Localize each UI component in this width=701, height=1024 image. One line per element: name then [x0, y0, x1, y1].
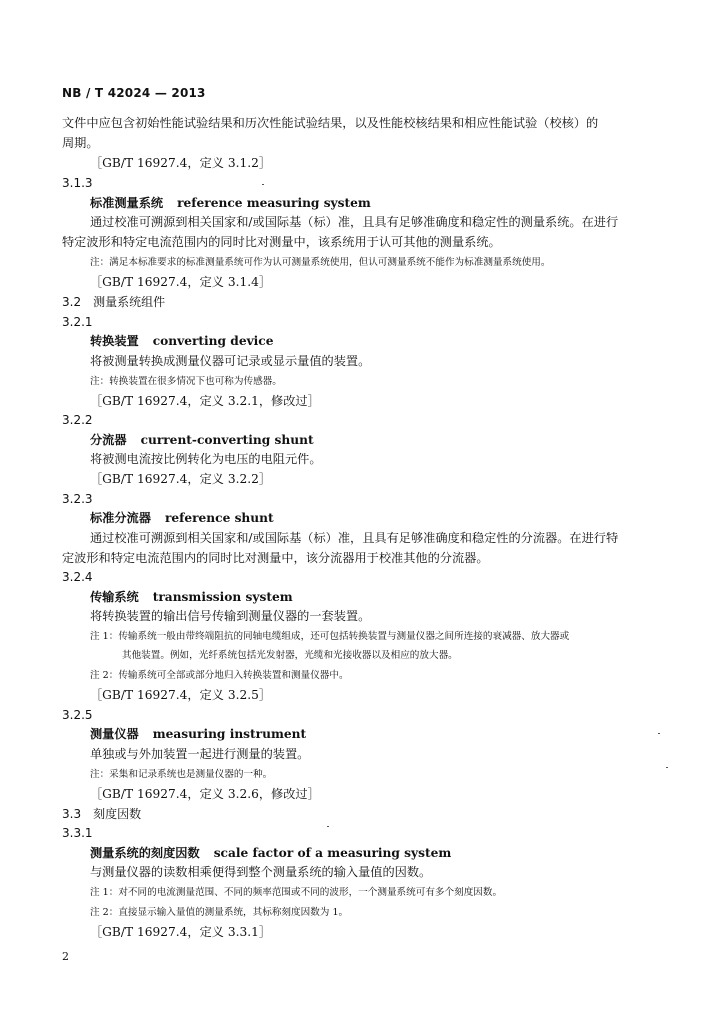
clause-number-3-1-3: 3.1.3	[62, 176, 93, 190]
clause-number-3-2-1: 3.2.1	[62, 315, 93, 329]
reference-3-2-5: ［GB/T 16927.4，定义 3.2.5］	[90, 688, 272, 702]
term-3-1-3	[90, 195, 371, 211]
term-3-2-1	[90, 333, 273, 349]
definition-3-1-3-line-1: 通过校准可溯源到相关国家和/或国际基（标）准，且具有足够准确度和稳定性的测量系统。在进行	[90, 215, 619, 229]
term-chinese: 转换装置	[90, 334, 139, 348]
definition-3-2-5: 单独或与外加装置一起进行测量的装置。	[90, 747, 310, 761]
term-chinese: 标准测量系统	[90, 196, 164, 210]
scan-speck	[262, 184, 264, 185]
note-1-3-2-4-line-1: 注 1：传输系统一般由带终端阻抗的同轴电缆组成，还可包括转换装置与测量仪器之间所连接的衰减器、放大器或	[90, 631, 570, 642]
note-3-2-1: 注：转换装置在很多情况下也可称为传感器。	[90, 376, 282, 387]
term-chinese: 标准分流器	[90, 511, 151, 525]
term-english: measuring instrument	[152, 727, 307, 741]
definition-3-1-3-line-2: 特定波形和特定电流范围内的同时比对测量中，该系统用于认可其他的测量系统。	[62, 235, 501, 249]
term-english: current-converting shunt	[140, 433, 314, 447]
reference-3-1-4: ［GB/T 16927.4，定义 3.1.4］	[90, 275, 272, 289]
definition-3-2-4: 将转换装置的输出信号传输到测量仪器的一套装置。	[90, 609, 371, 623]
section-3-3-heading: 3.3 刻度因数	[62, 807, 142, 821]
reference-3-2-1: ［GB/T 16927.4，定义 3.2.1，修改过］	[90, 394, 320, 408]
note-3-1-3: 注：满足本标准要求的标准测量系统可作为认可测量系统使用，但认可测量系统不能作为标准测量系统使用。	[90, 257, 551, 268]
term-english: reference shunt	[164, 511, 274, 525]
standard-code-header: NB / T 42024 — 2013	[62, 86, 206, 100]
reference-3-2-2: ［GB/T 16927.4，定义 3.2.2］	[90, 472, 272, 486]
term-english: reference measuring system	[177, 196, 371, 210]
definition-3-2-1: 将被测量转换成测量仪器可记录或显示量值的装置。	[90, 354, 371, 368]
definition-3-3-1: 与测量仪器的读数相乘便得到整个测量系统的输入量值的因数。	[90, 865, 432, 879]
term-english: transmission system	[152, 590, 293, 604]
term-english: converting device	[152, 334, 274, 348]
term-3-3-1	[90, 845, 451, 861]
scan-speck	[327, 826, 329, 827]
intro-line-2: 周期。	[62, 136, 99, 150]
clause-number-3-2-3: 3.2.3	[62, 492, 93, 506]
definition-3-2-2: 将被测电流按比例转化为电压的电阻元件。	[90, 452, 322, 466]
term-chinese: 分流器	[90, 433, 127, 447]
intro-line-1: 文件中应包含初始性能试验结果和历次性能试验结果，以及性能校核结果和相应性能试验（校核）的	[62, 116, 599, 130]
page-number: 2	[62, 950, 69, 963]
note-2-3-3-1: 注 2：直接显示输入量值的测量系统，其标称刻度因数为 1。	[90, 907, 349, 918]
note-1-3-3-1: 注 1：对不同的电流测量范围、不同的频率范围或不同的波形，一个测量系统可有多个刻度因数。	[90, 887, 503, 898]
reference-3-2-6: ［GB/T 16927.4，定义 3.2.6，修改过］	[90, 787, 320, 801]
reference-3-1-2: ［GB/T 16927.4，定义 3.1.2］	[90, 156, 272, 170]
clause-number-3-2-4: 3.2.4	[62, 570, 93, 584]
term-3-2-3	[90, 510, 274, 526]
definition-3-2-3-line-1: 通过校准可溯源到相关国家和/或国际基（标）准，且具有足够准确度和稳定性的分流器。在进行特	[90, 531, 619, 545]
note-2-3-2-4: 注 2：传输系统可全部或部分地归入转换装置和测量仪器中。	[90, 670, 349, 681]
section-3-2-heading: 3.2 测量系统组件	[62, 295, 166, 309]
clause-number-3-2-2: 3.2.2	[62, 413, 93, 427]
reference-3-3-1: ［GB/T 16927.4，定义 3.3.1］	[90, 925, 272, 939]
term-english: scale factor of a measuring system	[213, 846, 452, 860]
term-3-2-5	[90, 726, 306, 742]
scan-speck	[666, 767, 668, 768]
term-chinese: 测量仪器	[90, 727, 139, 741]
clause-number-3-2-5: 3.2.5	[62, 708, 93, 722]
term-3-2-2	[90, 432, 314, 448]
term-chinese: 测量系统的刻度因数	[90, 846, 200, 860]
term-chinese: 传输系统	[90, 590, 139, 604]
term-3-2-4	[90, 589, 293, 605]
scan-speck	[658, 733, 660, 734]
clause-number-3-3-1: 3.3.1	[62, 826, 93, 840]
note-3-2-5: 注：采集和记录系统也是测量仪器的一种。	[90, 769, 273, 780]
note-1-3-2-4-line-2: 其他装置。例如，光纤系统包括光发射器，光缆和光接收器以及相应的放大器。	[122, 650, 458, 661]
definition-3-2-3-line-2: 定波形和特定电流范围内的同时比对测量中，该分流器用于校准其他的分流器。	[62, 551, 489, 565]
